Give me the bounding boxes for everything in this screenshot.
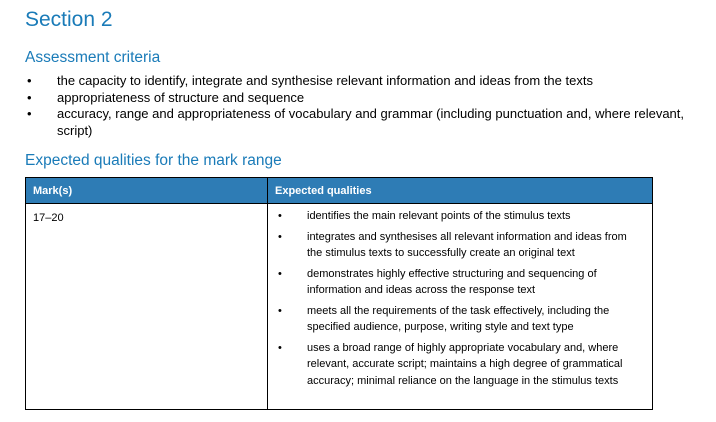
assessment-criteria-heading: Assessment criteria <box>25 49 161 66</box>
bullet-icon: • <box>278 304 282 317</box>
section-title: Section 2 <box>25 8 113 31</box>
quality-item <box>275 208 632 225</box>
mark-range-cell: 17–20 <box>26 204 268 410</box>
quality-item-text: demonstrates highly effective structuring and sequencing of information and ideas across the response text <box>307 267 597 296</box>
bullet-icon: • <box>27 106 32 121</box>
table-row <box>26 204 653 410</box>
bullet-icon: • <box>27 89 32 105</box>
quality-item <box>275 340 632 390</box>
marks-column-header: Mark(s) <box>26 178 268 204</box>
quality-item <box>275 229 632 262</box>
qualities-cell <box>268 204 653 410</box>
mark-range-table <box>25 177 653 410</box>
expected-qualities-heading: Expected qualities for the mark range <box>25 152 282 169</box>
bullet-icon: • <box>278 267 282 280</box>
table-header-row <box>26 178 653 204</box>
quality-item <box>275 303 632 336</box>
bullet-icon: • <box>278 230 282 243</box>
quality-item-text: identifies the main relevant points of the stimulus texts <box>307 210 571 222</box>
criteria-item <box>25 106 695 139</box>
criteria-item <box>25 90 695 107</box>
criteria-item-text: the capacity to identify, integrate and synthesise relevant information and ideas from the texts <box>57 73 593 88</box>
assessment-criteria-list <box>25 73 695 139</box>
bullet-icon: • <box>278 341 282 354</box>
quality-item-text: integrates and synthesises all relevant information and ideas from the stimulus texts to successfully create an original text <box>307 230 627 259</box>
criteria-item <box>25 73 695 90</box>
qualities-column-header: Expected qualities <box>268 178 653 204</box>
quality-item-text: uses a broad range of highly appropriate vocabulary and, where relevant, accurate script; maintains a high degree of grammatical accuracy; minimal reliance on the language in the stimulus texts <box>307 341 623 387</box>
criteria-item-text: appropriateness of structure and sequence <box>57 89 305 105</box>
bullet-icon: • <box>278 210 282 222</box>
criteria-item-text: accuracy, range and appropriateness of vocabulary and grammar (including punctuation and, where relevant, script) <box>57 106 685 138</box>
bullet-icon: • <box>27 73 32 88</box>
quality-item-text: meets all the requirements of the task effectively, including the specified audience, purpose, writing style and text type <box>307 304 610 333</box>
qualities-list <box>275 208 632 389</box>
quality-item <box>275 266 632 299</box>
